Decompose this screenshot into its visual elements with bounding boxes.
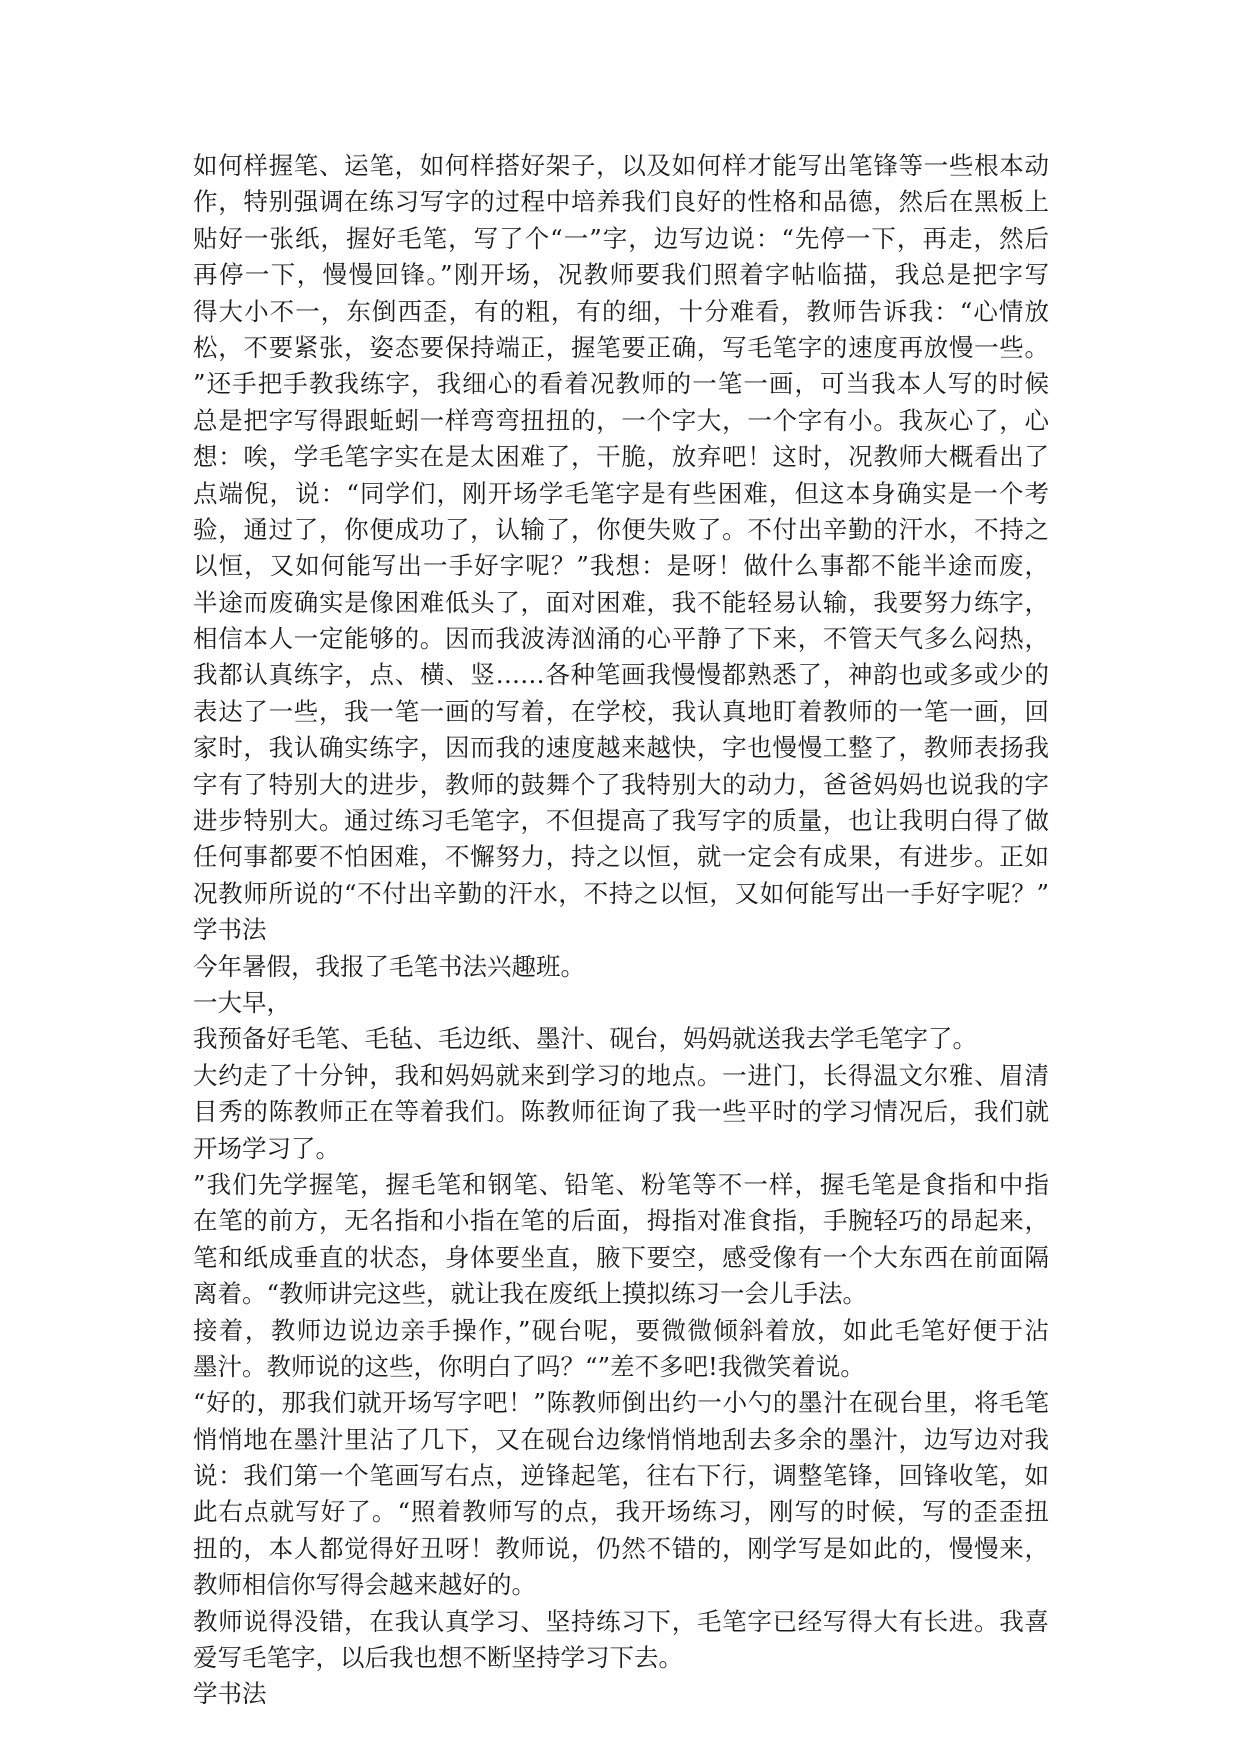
text-line: 半途而废确实是像困难低头了，面对困难，我不能轻易认输，我要努力练字， (193, 587, 1049, 617)
text-line: 想：唉，学毛笔字实在是太困难了，干脆，放弃吧！这时，况教师大概看出了 (193, 442, 1049, 472)
text-line: “好的，那我们就开场写字吧！”陈教师倒出约一小勺的墨汁在砚台里，将毛笔 (193, 1388, 1049, 1418)
text-line: 以恒，又如何能写出一手好字呢？”我想：是呀！做什么事都不能半途而废， (193, 551, 1049, 581)
text-line: 我预备好毛笔、毛毡、毛边纸、墨汁、砚台，妈妈就送我去学毛笔字了。 (193, 1024, 977, 1054)
text-line: 贴好一张纸，握好毛笔，写了个“一”字，边写边说：“先停一下，再走，然后 (193, 223, 1049, 253)
text-line: 悄悄地在墨汁里沾了几下，又在砚台边缘悄悄地刮去多余的墨汁，边写边对我 (193, 1424, 1049, 1454)
text-line: 接着，教师边说边亲手操作，”砚台呢，要微微倾斜着放，如此毛笔好便于沾 (193, 1315, 1049, 1345)
text-line: 字有了特别大的进步，教师的鼓舞个了我特别大的动力，爸爸妈妈也说我的字 (193, 769, 1049, 799)
document-body (193, 148, 1049, 1713)
text-line: 我都认真练字，点、横、竖……各种笔画我慢慢都熟悉了，神韵也或多或少的 (193, 660, 1049, 690)
text-line: 验，通过了，你便成功了，认输了，你便失败了。不付出辛勤的汗水，不持之 (193, 514, 1049, 544)
text-line: 松，不要紧张，姿态要保持端正，握笔要正确，写毛笔字的速度再放慢一些。 (193, 332, 1049, 362)
text-line: 在笔的前方，无名指和小指在笔的后面，拇指对准食指，手腕轻巧的昂起来， (193, 1206, 1049, 1236)
text-line: 点端倪，说：“同学们，刚开场学毛笔字是有些困难，但这本身确实是一个考 (193, 478, 1049, 508)
text-line: 作，特别强调在练习写字的过程中培养我们良好的性格和品德，然后在黑板上 (193, 187, 1049, 217)
text-line: 相信本人一定能够的。因而我波涛汹涌的心平静了下来，不管天气多么闷热， (193, 624, 1049, 654)
text-line: 墨汁。教师说的这些，你明白了吗？“”差不多吧!我微笑着说。 (193, 1351, 865, 1381)
text-line: 况教师所说的“不付出辛勤的汗水，不持之以恒，又如何能写出一手好字呢？” (193, 878, 1049, 908)
text-line: 笔和纸成垂直的状态，身体要坐直，腋下要空，感受像有一个大东西在前面隔 (193, 1242, 1049, 1272)
text-line: 教师相信你写得会越来越好的。 (193, 1570, 536, 1600)
text-line: 目秀的陈教师正在等着我们。陈教师征询了我一些平时的学习情况后，我们就 (193, 1097, 1049, 1127)
text-line: 离着。“教师讲完这些，就让我在废纸上摸拟练习一会儿手法。 (193, 1279, 868, 1309)
text-line: 一大早， (193, 987, 291, 1017)
text-line: 此右点就写好了。“照着教师写的点，我开场练习，刚写的时候，写的歪歪扭 (193, 1497, 1049, 1527)
text-line: 学书法 (193, 915, 267, 945)
text-line: 爱写毛笔字，以后我也想不断坚持学习下去。 (193, 1643, 683, 1673)
text-line: ”还手把手教我练字，我细心的看着况教师的一笔一画，可当我本人写的时候 (193, 369, 1049, 399)
text-line: 表达了一些，我一笔一画的写着，在学校，我认真地盯着教师的一笔一画，回 (193, 696, 1049, 726)
text-line: 说：我们第一个笔画写右点，逆锋起笔，往右下行，调整笔锋，回锋收笔，如 (193, 1461, 1049, 1491)
text-line: 今年暑假，我报了毛笔书法兴趣班。 (193, 951, 585, 981)
text-line: 教师说得没错，在我认真学习、坚持练习下，毛笔字已经写得大有长进。我喜 (193, 1606, 1049, 1636)
text-line: 任何事都要不怕困难，不懈努力，持之以恒，就一定会有成果，有进步。正如 (193, 842, 1049, 872)
text-line: ”我们先学握笔，握毛笔和钢笔、铅笔、粉笔等不一样，握毛笔是食指和中指 (193, 1169, 1049, 1199)
text-line: 家时，我认确实练字，因而我的速度越来越快，字也慢慢工整了，教师表扬我 (193, 733, 1049, 763)
text-line: 进步特别大。通过练习毛笔字，不但提高了我写字的质量，也让我明白得了做 (193, 806, 1049, 836)
text-line: 开场学习了。 (193, 1133, 340, 1163)
text-line: 再停一下，慢慢回锋。”刚开场，况教师要我们照着字帖临描，我总是把字写 (193, 260, 1049, 290)
text-line: 扭的，本人都觉得好丑呀！教师说，仍然不错的，刚学写是如此的，慢慢来， (193, 1533, 1049, 1563)
text-line: 大约走了十分钟，我和妈妈就来到学习的地点。一进门，长得温文尔雅、眉清 (193, 1060, 1049, 1090)
text-line: 得大小不一，东倒西歪，有的粗，有的细，十分难看，教师告诉我：“心情放 (193, 296, 1049, 326)
text-line: 总是把字写得跟蚯蚓一样弯弯扭扭的，一个字大，一个字有小。我灰心了，心 (193, 405, 1049, 435)
text-line: 如何样握笔、运笔，如何样搭好架子，以及如何样才能写出笔锋等一些根本动 (193, 151, 1049, 180)
text-line: 学书法 (193, 1679, 267, 1709)
